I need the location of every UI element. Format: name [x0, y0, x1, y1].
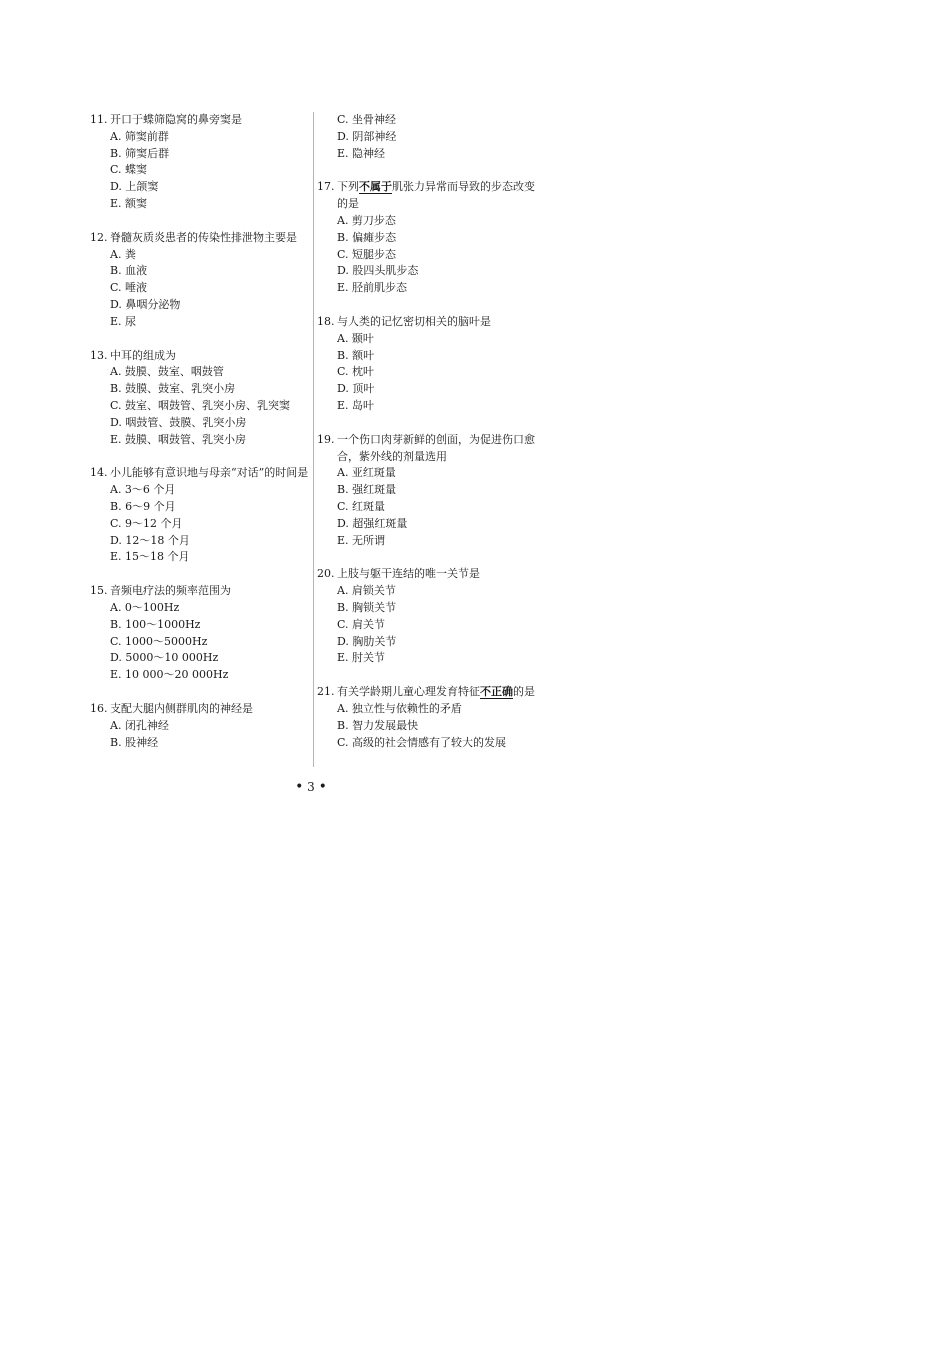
option-e: E. 额窦 — [110, 196, 148, 210]
question-number: 13. — [90, 348, 108, 362]
question-number: 15. — [90, 584, 108, 598]
option-a: A. 独立性与依赖性的矛盾 — [337, 701, 462, 715]
question-19 — [317, 432, 539, 550]
option-e: E. 岛叶 — [337, 398, 375, 412]
option-c: C. 蝶窦 — [110, 163, 148, 177]
question-16 — [90, 701, 312, 751]
option-c: C. 短腿步态 — [337, 247, 397, 261]
question-stem: 脊髓灰质炎患者的传染性排泄物主要是 — [110, 230, 297, 244]
option-b: B. 额叶 — [337, 348, 375, 362]
option-d: D. 顶叶 — [337, 382, 375, 396]
question-number: 11. — [90, 113, 108, 126]
emphasis-underlined: 不属于 — [359, 180, 392, 194]
option-b: B. 胸锁关节 — [337, 600, 397, 614]
question-number: 18. — [317, 314, 335, 328]
question-11 — [90, 112, 312, 213]
option-d: D. 超强红斑量 — [337, 516, 408, 530]
question-18 — [317, 314, 539, 415]
option-a: A. 剪刀步态 — [337, 213, 396, 227]
question-number: 17. — [317, 180, 335, 194]
emphasis-underlined: 不正确 — [480, 685, 513, 699]
question-17 — [317, 179, 539, 297]
option-a: A. 亚红斑量 — [337, 466, 396, 480]
option-d: D. 鼻咽分泌物 — [110, 297, 181, 311]
question-stem: 一个伤口肉芽新鲜的创面，为促进伤口愈合，紫外线的剂量选用 — [337, 432, 535, 463]
question-number: 14. — [90, 466, 108, 480]
stem-suffix: 肌张力异常而导致的步态改变的是 — [337, 180, 535, 211]
option-a: A. 肩锁关节 — [337, 584, 396, 598]
question-20 — [317, 566, 539, 667]
option-a: A. 闭孔神经 — [110, 718, 169, 732]
option-e: E. 鼓膜、咽鼓管、乳突小房 — [110, 432, 247, 446]
option-c: C. 肩关节 — [337, 617, 386, 631]
page-number: 3 — [307, 780, 315, 794]
option-b: B. 筛窦后群 — [110, 146, 170, 160]
question-stem: 开口于蝶筛隐窝的鼻旁窦是 — [110, 113, 242, 126]
option-b: B. 6～9 个月 — [110, 499, 176, 513]
question-stem: 小儿能够有意识地与母亲“对话”的时间是 — [110, 466, 309, 480]
option-d: D. 上颌窦 — [110, 180, 159, 194]
bullet-icon: • — [295, 779, 304, 795]
question-14 — [90, 465, 312, 566]
bullet-icon: • — [318, 779, 327, 795]
option-d: D. 12～18 个月 — [110, 533, 190, 547]
option-c: C. 9～12 个月 — [110, 516, 183, 530]
option-c: C. 红斑量 — [337, 499, 386, 513]
question-number: 21. — [317, 685, 335, 699]
option-b: B. 鼓膜、鼓室、乳突小房 — [110, 382, 236, 396]
question-number: 20. — [317, 567, 335, 581]
stem-prefix: 有关学龄期儿童心理发育特征 — [337, 685, 480, 699]
question-stem: 与人类的记忆密切相关的脑叶是 — [337, 314, 491, 328]
question-number: 16. — [90, 701, 108, 715]
question-stem: 音频电疗法的频率范围为 — [110, 584, 231, 598]
question-13 — [90, 348, 312, 449]
question-number: 19. — [317, 432, 335, 446]
question-stem: 上肢与躯干连结的唯一关节是 — [337, 567, 480, 581]
option-e: E. 无所谓 — [337, 533, 386, 547]
stem-prefix: 下列 — [337, 180, 359, 194]
option-c: C. 枕叶 — [337, 365, 375, 379]
option-e: E. 隐神经 — [337, 146, 386, 160]
option-e: E. 尿 — [110, 314, 137, 328]
option-e: E. 肘关节 — [337, 651, 386, 665]
option-d: D. 胸肋关节 — [337, 634, 397, 648]
option-d: D. 股四头肌步态 — [337, 264, 419, 278]
option-c: C. 坐骨神经 — [337, 113, 397, 126]
option-c: C. 1000～5000Hz — [110, 634, 208, 648]
option-b: B. 偏瘫步态 — [337, 230, 397, 244]
option-a: A. 颞叶 — [337, 331, 374, 345]
question-stem — [337, 179, 539, 213]
option-a: A. 鼓膜、鼓室、咽鼓管 — [110, 365, 224, 379]
option-b: B. 智力发展最快 — [337, 718, 419, 732]
stem-suffix: 的是 — [513, 685, 535, 699]
option-c: C. 唾液 — [110, 281, 148, 295]
option-b: B. 100～1000Hz — [110, 617, 201, 631]
option-c: C. 高级的社会情感有了较大的发展 — [337, 735, 507, 749]
option-a: A. 粪 — [110, 247, 136, 261]
page-footer — [0, 779, 622, 795]
option-b: B. 股神经 — [110, 735, 159, 749]
question-stem — [337, 684, 539, 701]
option-e: E. 15～18 个月 — [110, 550, 190, 564]
option-e: E. 10 000～20 000Hz — [110, 668, 229, 682]
column-divider — [313, 112, 314, 767]
question-stem: 支配大腿内侧群肌肉的神经是 — [110, 701, 253, 715]
option-a: A. 筛窦前群 — [110, 129, 169, 143]
option-e: E. 胫前肌步态 — [337, 281, 408, 295]
option-b: B. 强红斑量 — [337, 483, 397, 497]
question-number: 12. — [90, 230, 108, 244]
option-d: D. 阴部神经 — [337, 129, 397, 143]
right-column — [317, 112, 539, 768]
option-d: D. 5000～10 000Hz — [110, 651, 219, 665]
left-column — [90, 112, 312, 768]
question-12 — [90, 230, 312, 331]
question-15 — [90, 583, 312, 684]
question-16-continued — [317, 112, 539, 162]
question-stem: 中耳的组成为 — [110, 348, 176, 362]
option-d: D. 咽鼓管、鼓膜、乳突小房 — [110, 415, 247, 429]
option-a: A. 3～6 个月 — [110, 483, 176, 497]
question-21 — [317, 684, 539, 751]
option-c: C. 鼓室、咽鼓管、乳突小房、乳突窦 — [110, 398, 291, 412]
option-a: A. 0～100Hz — [110, 600, 180, 614]
option-b: B. 血液 — [110, 264, 148, 278]
